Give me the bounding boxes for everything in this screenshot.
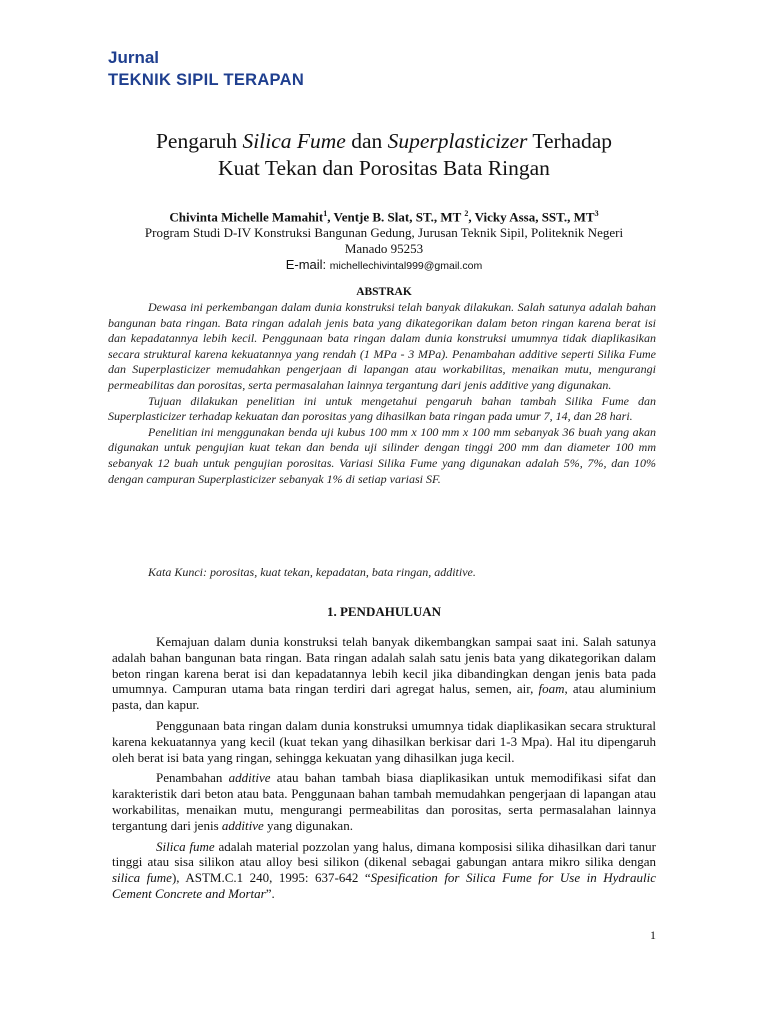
body-text: ), ASTM.C.1 240, 1995: 637-642 “ bbox=[171, 870, 371, 886]
body-text: atau bahan tambah biasa diaplikasikan untuk memodifikasi sifat dan karakteristik dari beton atau bata. Penggunaan bahan tambah memudahkan pengerjaan di lapangan atau workabilitas, menaikan mutu, mengurangi permeabilitas dan porositas, serta permasalahan lainnya tergantung dari jenis bbox=[112, 770, 657, 833]
body-text: adalah material pozzolan yang halus, dimana komposisi silika dihasilkan dari tanur tinggi atau sisa silikon atau alloy besi silikon (dikenal sebagai gabungan antara mikro silika dengan bbox=[112, 838, 656, 870]
body-italic: silica fume bbox=[112, 870, 172, 886]
email-label: E-mail: bbox=[285, 257, 330, 272]
section-body bbox=[112, 634, 656, 902]
journal-subtitle: TEKNIK SIPIL TERAPAN bbox=[108, 71, 305, 89]
title-italic: Silica Fume bbox=[242, 129, 346, 153]
author-list bbox=[90, 209, 678, 225]
body-text: yang digunakan. bbox=[263, 817, 353, 833]
title-text: Terhadap bbox=[527, 129, 613, 153]
affiliation-line: Program Studi D-IV Konstruksi Bangunan Gedung, Jurusan Teknik Sipil, Politeknik Negeri bbox=[144, 225, 624, 240]
body-text: ”. bbox=[265, 885, 275, 901]
affiliation-line: Manado 95253 bbox=[344, 241, 424, 256]
title-italic: Superplasticizer bbox=[387, 129, 528, 153]
title-text: dan bbox=[345, 129, 388, 153]
journal-name: Jurnal bbox=[108, 48, 160, 67]
author-affiliation-mark: 3 bbox=[594, 209, 599, 218]
abstract-body bbox=[108, 300, 656, 487]
affiliation bbox=[90, 225, 678, 257]
body-text: , atau aluminium pasta, dan kapur. bbox=[112, 681, 656, 713]
author-name: Chivinta Michelle Mamahit bbox=[169, 209, 324, 225]
body-italic: Spesification for Silica Fume for Use in Hydraulic Cement Concrete and Mortar bbox=[112, 870, 656, 901]
body-paragraph: Penggunaan bata ringan dalam dunia konstruksi umumnya tidak diaplikasikan secara struktural karena kekuatannya yang kecil (kuat tekan yang dihasilkan berkisar dari 1-3 Mpa). Hal itu dipengaruh oleh berat isi bata yang ringan, sehingga kekuatan yang dihasilkan juga kecil. bbox=[112, 717, 656, 765]
body-italic: foam bbox=[538, 681, 565, 697]
title-text: Pengaruh bbox=[155, 129, 243, 153]
abstract-paragraph: Tujuan dilakukan penelitian ini untuk mengetahui pengaruh bahan tambah Silika Fume dan Superplasticizer terhadap kekuatan dan porositas yang dihasilkan bata ringan pada umur 7, 14, dan 28 hari. bbox=[108, 393, 656, 424]
body-paragraph bbox=[112, 770, 656, 833]
body-italic: Silica fume bbox=[156, 838, 215, 854]
author-name: , Ventje B. Slat, ST., MT bbox=[327, 209, 465, 225]
body-text: Kemajuan dalam dunia konstruksi telah banyak dikembangkan sampai saat ini. Salah satunya adalah bahan bangunan bata ringan. Bata ringan adalah salah satu jenis bata yang dikategorikan dalam beton ringan karena berat isi dan kepadatannya lebih kecil jika dibandingkan dengan jenis bata pada umumnya. Campuran utama bata ringan terdiri dari agregat halus, semen, air, bbox=[112, 634, 656, 697]
author-email bbox=[90, 257, 678, 273]
paper-title bbox=[90, 128, 678, 182]
body-paragraph bbox=[112, 839, 656, 902]
body-text: Penambahan bbox=[156, 770, 229, 786]
section-heading: 1. PENDAHULUAN bbox=[326, 604, 442, 619]
body-italic: additive bbox=[221, 817, 264, 833]
keywords: Kata Kunci: porositas, kuat tekan, kepadatan, bata ringan, additive. bbox=[148, 565, 476, 579]
title-text: Kuat Tekan dan Porositas Bata Ringan bbox=[218, 156, 550, 180]
journal-header bbox=[108, 47, 304, 91]
author-affiliation-mark: 2 bbox=[464, 209, 469, 218]
body-paragraph bbox=[112, 634, 656, 713]
page-number: 1 bbox=[650, 928, 656, 942]
abstract-paragraph: Penelitian ini menggunakan benda uji kubus 100 mm x 100 mm x 100 mm sebanyak 36 buah yang akan digunakan untuk pengujian kuat tekan dan benda uji silinder dengan tinggi 200 mm dan diameter 100 mm sebanyak 12 buah untuk pengujian porositas. Variasi Silika Fume yang digunakan adalah 5%, 7%, dan 10% dengan campuran Superplasticizer sebanyak 1% di setiap variasi SF. bbox=[108, 424, 656, 486]
abstract-heading: ABSTRAK bbox=[356, 286, 412, 298]
author-name: , Vicky Assa, SST., MT bbox=[468, 209, 595, 225]
body-italic: additive bbox=[228, 770, 271, 786]
abstract-paragraph: Dewasa ini perkembangan dalam dunia konstruksi telah banyak dilakukan. Salah satunya adalah bahan bangunan bata ringan. Bata ringan adalah jenis bata yang dikategorikan dalam beton ringan karena berat isi dan kepadatannya lebih kecil. Penggunaan bata ringan dalam dunia konstruksi umumnya tidak diaplikasikan secara struktural karena kekuatannya yang rendah (1 MPa - 3 MPa). Penambahan additive seperti Silika Fume dan Superplasticizer memudahkan pengerjaan di lapangan atau workabilitas, menaikan mutu, mengurangi permeabilitas dan porositas, serta permasalahan lainnya tergantung dari jenis additive yang digunakan. bbox=[108, 300, 656, 392]
email-address[interactable]: michellechivintal999@gmail.com bbox=[329, 260, 483, 272]
author-affiliation-mark: 1 bbox=[323, 209, 328, 218]
